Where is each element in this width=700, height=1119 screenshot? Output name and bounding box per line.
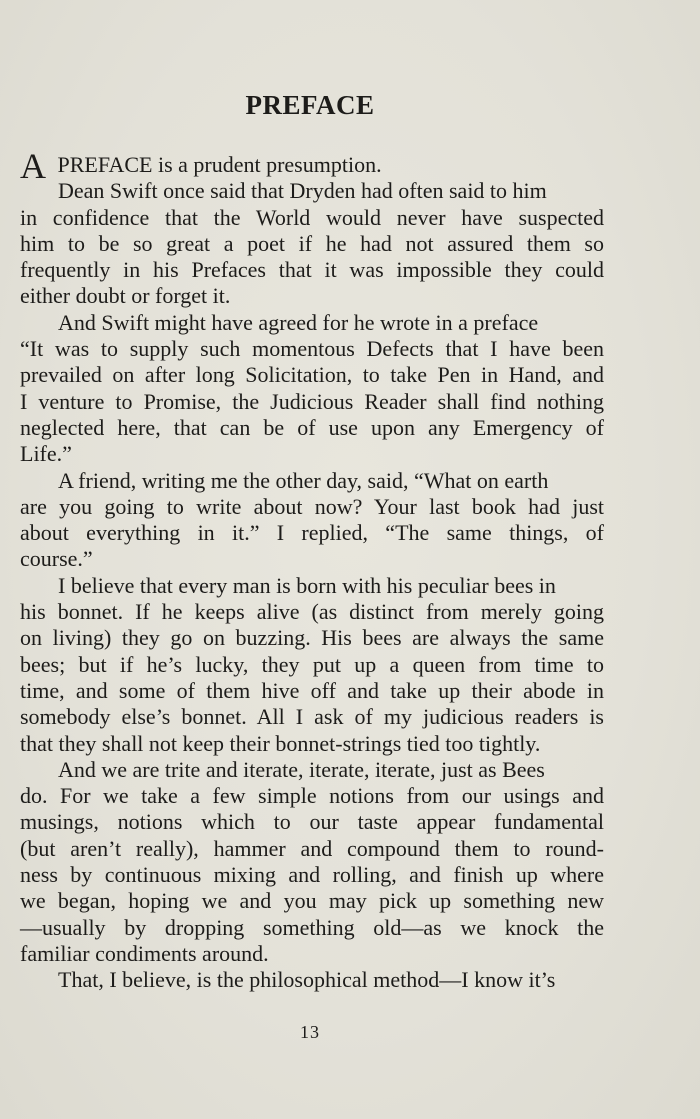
text-line: Dean Swift once said that Dryden had often said to him xyxy=(58,178,547,204)
text-line: that they shall not keep their bonnet-strings tied too tightly. xyxy=(20,730,541,756)
text-line: about everything in it.” I replied, “The same things, of xyxy=(20,520,604,546)
text-line: prevailed on after long Solicitation, to take Pen in Hand, and xyxy=(20,362,604,388)
text-line: That, I believe, is the philosophical method—I know it’s xyxy=(58,967,556,993)
text-line: “It was to supply such momentous Defects that I have been xyxy=(20,336,604,362)
preface-body xyxy=(20,146,604,994)
text-line: (but aren’t really), hammer and compound them to round- xyxy=(20,835,604,861)
text-line: musings, notions which to our taste appear fundamental xyxy=(20,809,604,835)
text-line: either doubt or forget it. xyxy=(20,283,231,309)
text-line: somebody else’s bonnet. All I ask of my judicious readers is xyxy=(20,704,604,730)
text-line: I believe that every man is born with his peculiar bees in xyxy=(58,572,556,598)
text-line: we began, hoping we and you may pick up something new xyxy=(20,888,604,914)
text-line: Life.” xyxy=(20,441,72,467)
text-line: on living) they go on buzzing. His bees are always the same xyxy=(20,625,604,651)
text-line: in confidence that the World would never have suspected xyxy=(20,204,604,230)
chapter-title: PREFACE xyxy=(245,90,375,120)
text-line: do. For we take a few simple notions from our usings and xyxy=(20,783,604,809)
text-line: bees; but if he’s lucky, they put up a queen from time to xyxy=(20,651,604,677)
text-line xyxy=(20,146,604,186)
text-line: him to be so great a poet if he had not assured them so xyxy=(20,230,604,256)
text-line: I venture to Promise, the Judicious Reader shall find nothing xyxy=(20,388,604,414)
text-line: his bonnet. If he keeps alive (as distinct from merely going xyxy=(20,599,604,625)
text-line: course.” xyxy=(20,546,93,572)
text-line: And we are trite and iterate, iterate, iterate, just as Bees xyxy=(58,756,545,782)
text-line: ness by continuous mixing and rolling, and finish up where xyxy=(20,862,604,888)
text-line: familiar condiments around. xyxy=(20,940,269,966)
text-line: are you going to write about now? Your last book had just xyxy=(20,493,604,519)
text-line-content: PREFACE is a prudent presumption. xyxy=(52,152,382,177)
drop-cap: A xyxy=(20,146,46,186)
text-line: And Swift might have agreed for he wrote in a preface xyxy=(58,309,539,335)
text-line: time, and some of them hive off and take up their abode in xyxy=(20,677,604,703)
text-line: neglected here, that can be of use upon any Emergency of xyxy=(20,414,604,440)
text-line: —usually by dropping something old—as we knock the xyxy=(20,914,604,940)
text-line: A friend, writing me the other day, said, “What on earth xyxy=(58,467,549,493)
text-line: frequently in his Prefaces that it was impossible they could xyxy=(20,257,604,283)
page-number: 13 xyxy=(300,1022,320,1042)
